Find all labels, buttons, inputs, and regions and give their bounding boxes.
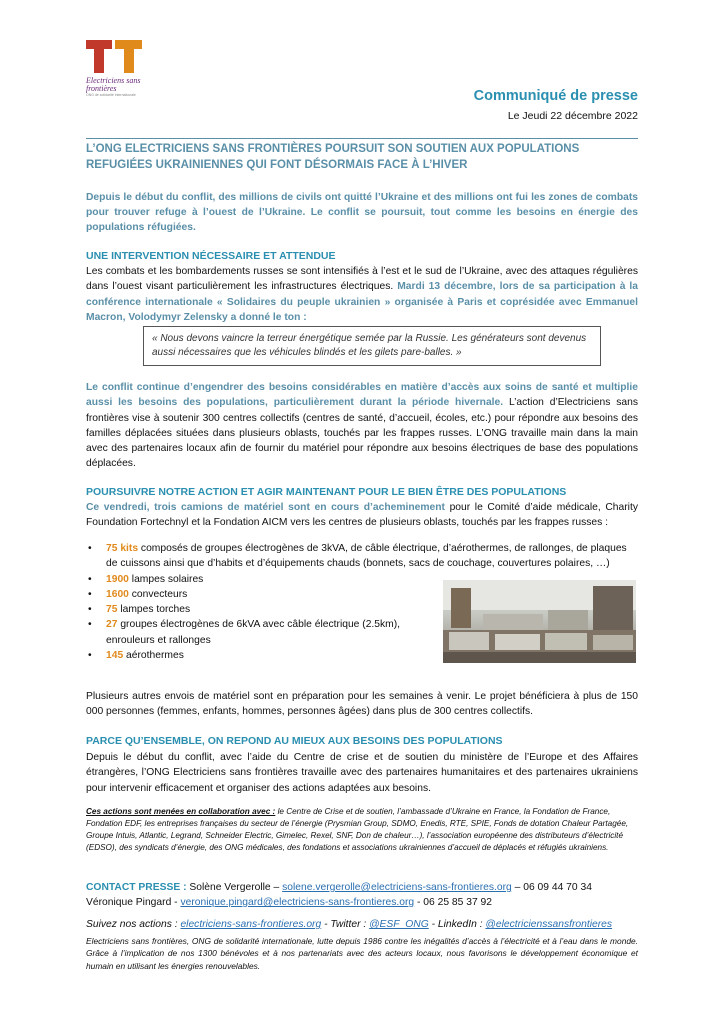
section1-paragraph2 [86,380,638,472]
bullet-icon: • [88,573,92,585]
contact-email-link[interactable]: veronique.pingard@electriciens-sans-frontieres.org [180,897,415,908]
partners-text: le Centre de Crise et de soutien, l’ambassade d’Ukraine en France, la Fondation de France, Fondation EDF, les entreprises françaises du secteur de l’énergie (Prysmian Group, SDMO, Enedis, RTE, SPIE, Fonds de dotation Chaleur Partagée, Groupe Intuis, Atlantic, Legrand, Schneider Electric, Gimelec, Rexel, SNF, Don de chaleur…), l’association européenne des distributeurs d’électricité (EDSO), des syndicats d’énergie, des ONG médicales, des fondations et associations ukrainiennes d’accueil de déplacés et réfugiés ukrainiens. [86,807,629,852]
list-item: • 145 aérothermes [86,648,451,663]
twitter-link[interactable]: @ESF_ONG [369,919,429,930]
bullet-icon: • [88,650,92,662]
bullet-icon: • [88,604,92,616]
section1-p2-text: L’action d’Electriciens sans frontières vise à soutenir 300 centres collectifs (centres de santé, d’accueil, écoles, etc.) pour répondre aux besoins des familles déplacées situées dans plusieurs oblasts, touchés par les frappes russes. L’ONG travaille main dans la main avec des partenaires locaux afin de fournir du matériel pour répondre aux besoins électriques de base des populations déplacées. [86,397,638,470]
partners-label: Ces actions sont menées en collaboration avec : [86,807,276,816]
warehouse-image [443,580,636,663]
about-organization: Electriciens sans frontières, ONG de solidarité internationale, lutte depuis 1986 contre les inégalités d’accès à l’électricité et à l’eau dans le monde. Grâce à l’implication de nos 1300 bénévoles et à nos partenariats avec des acteurs locaux, nous favorisons le développement économique et humain en utilisant les énergies renouvelables. [86,936,638,971]
section2-p1-text: pour le Comité d’aide médicale, Charity Foundation Fortechnyl et la Fondation AICM vers les centres de plusieurs oblasts, touchés par les frappes russes : [86,502,638,529]
section1-p1-text: Les combats et les bombardements russes se sont intensifiés à l’est et le sud de l’Ukraine, avec des attaques régulières dans l’ouest visant particulièrement les infrastructures électriques. [86,266,638,293]
section2-p1-highlight: Ce vendredi, trois camions de matériel sont en cours d’acheminement [86,502,445,513]
bullet-icon: • [88,588,92,600]
contact-email-link[interactable]: solene.vergerolle@electriciens-sans-frontieres.org [282,882,512,893]
headline: L’ONG ELECTRICIENS SANS FRONTIÈRES POURSUIT SON SOUTIEN AUX POPULATIONS REFUGIÉES UKRAINIENNES QUI FONT DÉSORMAIS FACE À L’HIVER [86,138,638,173]
document-date: Le Jeudi 22 décembre 2022 [507,110,638,122]
logo-mark-icon [86,40,142,76]
section1-title: UNE INTERVENTION NÉCESSAIRE ET ATTENDUE [86,250,336,262]
section1-paragraph1 [86,264,638,325]
partners-note [86,806,638,854]
list-item: • 1900 lampes solaires [86,572,451,587]
list-item: • 1600 convecteurs [86,587,451,602]
document-type-title: Communiqué de presse [473,88,638,104]
linkedin-link[interactable]: @electricienssansfrontieres [485,919,613,930]
press-contact-line1: CONTACT PRESSE : Solène Vergerolle – solene.vergerolle@electriciens-sans-frontieres.org – 06 09 44 70 34 [86,882,592,893]
section2-title: POURSUIVRE NOTRE ACTION ET AGIR MAINTENANT POUR LE BIEN ÊTRE DES POPULATIONS [86,486,567,498]
logo-tagline: ONG de solidarité internationale [86,93,136,97]
logo-name: Electriciens sans frontières [86,76,141,93]
section2-paragraph1 [86,500,638,531]
press-contact-line2: Véronique Pingard - veronique.pingard@electriciens-sans-frontieres.org - 06 25 85 37 92 [86,897,492,908]
website-link[interactable]: electriciens-sans-frontieres.org [180,919,322,930]
section1-p1-highlight: Mardi 13 décembre, lors de sa participation à la conférence internationale « Solidaires du peuple ukrainien » organisée à Paris et coprésidée avec Emmanuel Macron, Volodymyr Zelensky a donné le ton : [86,281,639,323]
list-item: • 27 groupes électrogènes de 6kVA avec câble électrique (2.5km), enrouleurs et rallonges [88,619,401,646]
section2-paragraph2: Plusieurs autres envois de matériel sont en préparation pour les semaines à venir. Le projet bénéficiera à plus de 150 000 personnes (femmes, enfants, hommes, personnes âgées) dans plus de 300 centres collectifs. [86,691,638,718]
organization-logo [86,40,146,97]
section3-paragraph: Depuis le début du conflit, avec l’aide du Centre de crise et de soutien du ministère de l’Europe et des Affaires étrangères, l’ONG Electriciens sans frontières travaille avec des partenaires humanitaires et des partenaires ukrainiens pour intervenir efficacement et organiser des actions adaptées aux besoins. [86,752,638,794]
social-links: Suivez nos actions : electriciens-sans-frontieres.org - Twitter : @ESF_ONG - LinkedIn : @electricienssansfrontieres [86,919,613,930]
section1-p2-highlight: Le conflit continue d’engendrer des besoins considérables en matière d’accès aux soins de santé et multiplie aussi les besoins des populations, particulièrement durant la période hivernale. [86,382,638,409]
intro-paragraph: Depuis le début du conflit, des millions de civils ont quitté l’Ukraine et des millions ont fui les zones de combats pour trouver refuge à l’ouest de l’Ukraine. Le conflit se poursuit, tout comme les besoins en énergie des populations réfugiées. [86,192,638,233]
zelensky-quote: « Nous devons vaincre la terreur énergétique semée par la Russie. Les générateurs sont devenus aussi nécessaires que les véhicules blindés et les gilets pare-balles. » [143,326,601,366]
section3-title: PARCE QU’ENSEMBLE, ON REPOND AU MIEUX AUX BESOINS DES POPULATIONS [86,735,503,747]
contact-label: CONTACT PRESSE : [86,882,187,893]
bullet-icon: • [88,543,92,554]
list-item: • 75 lampes torches [86,602,451,617]
list-item: • 75 kits composés de groupes électrogènes de 3kVA, de câble électrique, d’aérothermes, de rallonges, de plaques de cuissons ainsi que d’habits et d’équipements chauds (bonnets, sacs de couchage, couvertures polaires, …) [88,543,627,570]
bullet-icon: • [88,619,92,631]
warehouse-photo [443,580,636,663]
